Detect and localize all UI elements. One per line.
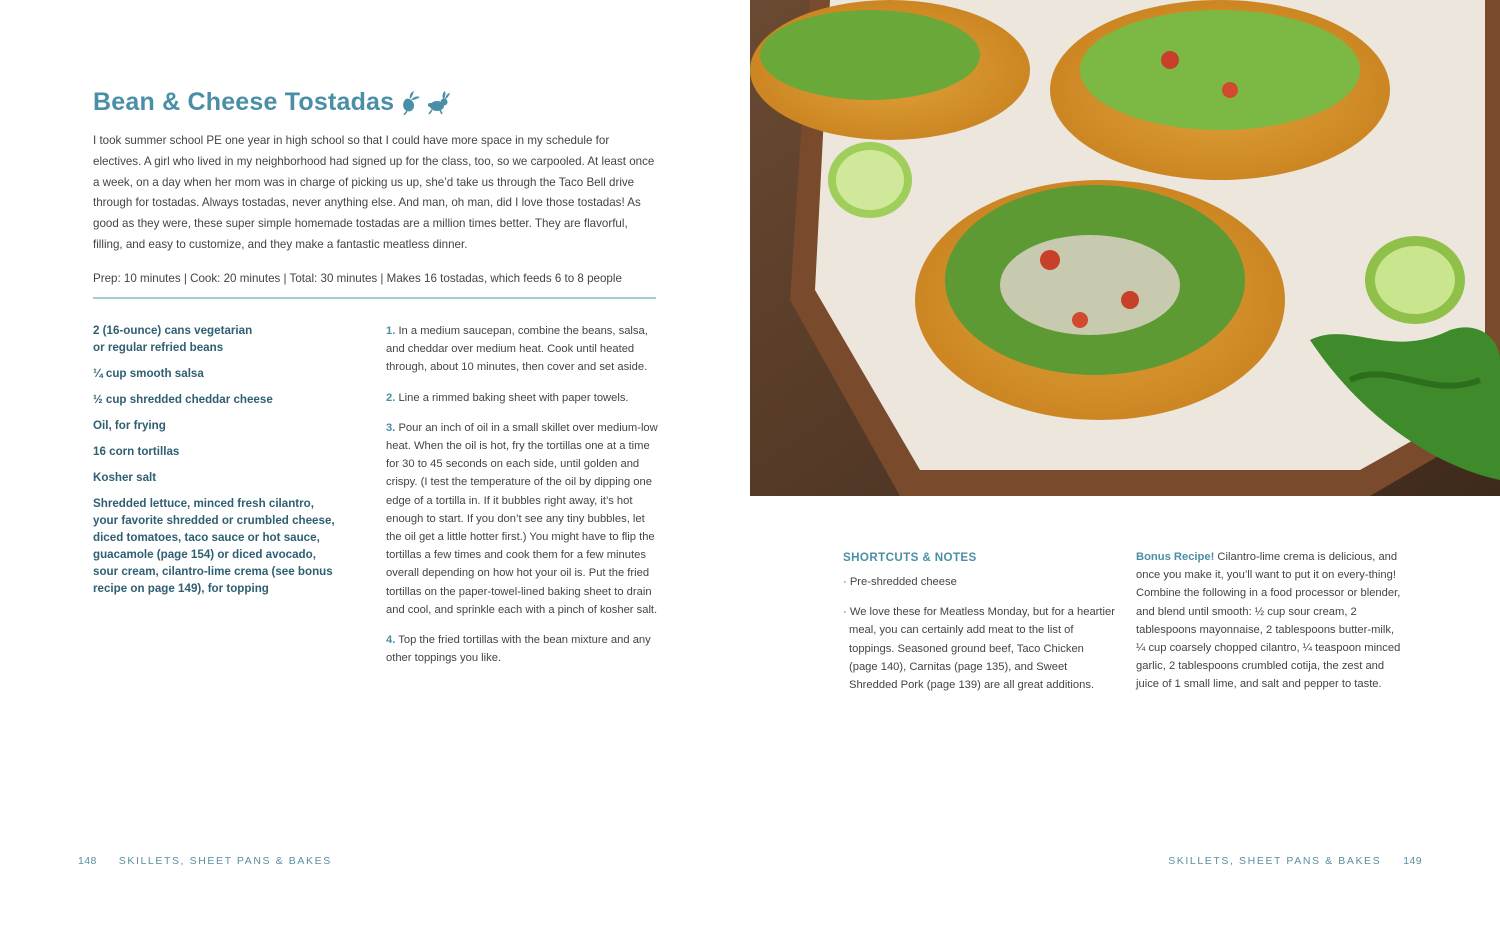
step-item	[386, 419, 658, 619]
step-item	[386, 322, 658, 377]
step-text: In a medium saucepan, combine the beans, salsa, and cheddar over medium heat. Cook until heated through, about 10 minutes, then cover and set aside.	[386, 325, 648, 374]
recipe-title-text: Bean & Cheese Tostadas	[93, 88, 395, 116]
step-list	[386, 322, 658, 679]
rabbit-icon	[426, 91, 450, 115]
ingredient-item: ½ cup shredded cheddar cheese	[93, 393, 273, 406]
recipe-title	[93, 88, 450, 117]
recipe-intro: I took summer school PE one year in high school so that I could have more space in my schedule for electives. A girl who lived in my neighborhood had signed up for the class, too, so we carpooled. At least once a week, on a day when her mom was in charge of picking us up, she’d take us through the Taco Bell drive through for tostadas. Always tostadas, never anything else. And man, oh man, did I love those tostadas! As good as they were, these super simple homemade tostadas are a million times better. They are flavorful, filling, and easy to customize, and they make a fantastic meatless dinner.	[93, 134, 655, 251]
beet-icon	[400, 91, 420, 115]
ingredient-item: ¼ cup smooth salsa	[93, 367, 204, 380]
page-number-right: 149	[1403, 855, 1422, 867]
recipe-meta: Prep: 10 minutes | Cook: 20 minutes | Total: 30 minutes | Makes 16 tostadas, which feeds 6 to 8 people	[93, 272, 622, 285]
notes-list	[843, 573, 1115, 706]
step-number: 1.	[386, 325, 396, 337]
tostada-photo-illustration	[750, 0, 1500, 496]
bonus-recipe-text: Cilantro-lime crema is delicious, and once you make it, you’ll want to put it on every-thing! Combine the following in a food processor or blender, and blend until smooth: ½ cup sour cream, 2 tablespoons mayonnaise, 2 tablespoons butter-milk, ¼ cup coarsely chopped cilantro, ¼ teaspoon minced garlic, 2 tablespoons crumbled cotija, the zest and juice of 1 small lime, and salt and pepper to taste.	[1136, 551, 1401, 691]
step-text: Pour an inch of oil in a small skillet over medium-low heat. When the oil is hot, fry the tortillas one at a time for 30 to 45 seconds on each side, until golden and crispy. (I test the temperature of the oil by dipping one edge of a tortilla in. If it bubbles right away, it’s hot enough to start. If you don’t see any tiny bubbles, let the oil get a little hotter first.) You might have to flip the tortillas a few times and cook them for a few minutes overall depending on how hot your oil is. Put the fried tortillas on the paper-towel-lined baking sheet to drain and cool, and sprinkle each with a pinch of kosher salt.	[386, 421, 658, 616]
step-text: Line a rimmed baking sheet with paper towels.	[398, 391, 629, 404]
tostada-photo	[750, 0, 1500, 496]
note-item: · We love these for Meatless Monday, but for a heartier meal, you can certainly add meat to the list of toppings. Seasoned ground beef, Taco Chicken (page 140), Carnitas (page 135), and Sweet Shredded Pork (page 139) are all great additions.	[843, 606, 1115, 692]
ingredient-item: 16 corn tortillas	[93, 445, 180, 458]
step-number: 2.	[386, 391, 396, 404]
section-name-right: SKILLETS, SHEET PANS & BAKES	[1168, 855, 1382, 867]
step-number: 4.	[386, 634, 396, 647]
notes-heading: SHORTCUTS & NOTES	[843, 551, 977, 564]
page-number-left: 148	[78, 855, 97, 867]
bonus-recipe-lead: Bonus Recipe!	[1136, 551, 1215, 563]
ingredient-item: Oil, for frying	[93, 419, 166, 432]
step-text: Top the fried tortillas with the bean mixture and any other toppings you like.	[386, 634, 651, 665]
step-item	[386, 631, 658, 667]
ingredient-item: 2 (16-ounce) cans vegetarian or regular refried beans	[93, 324, 253, 354]
bonus-recipe	[1136, 548, 1406, 694]
ingredient-item: Kosher salt	[93, 471, 157, 484]
step-item	[386, 389, 658, 407]
footer-right	[1146, 855, 1422, 867]
step-number: 3.	[386, 421, 396, 434]
section-name-left: SKILLETS, SHEET PANS & BAKES	[118, 855, 332, 867]
divider-rule	[93, 297, 656, 299]
ingredient-list	[93, 322, 348, 606]
ingredient-item: Shredded lettuce, minced fresh cilantro, your favorite shredded or crumbled cheese, diced tomatoes, taco sauce or hot sauce, guacamole (page 154) or diced avocado, sour cream, cilantro-lime crema (see bonus recipe on page 149), for topping	[93, 497, 335, 595]
footer-left	[78, 855, 354, 867]
note-item: · Pre-shredded cheese	[843, 576, 957, 588]
